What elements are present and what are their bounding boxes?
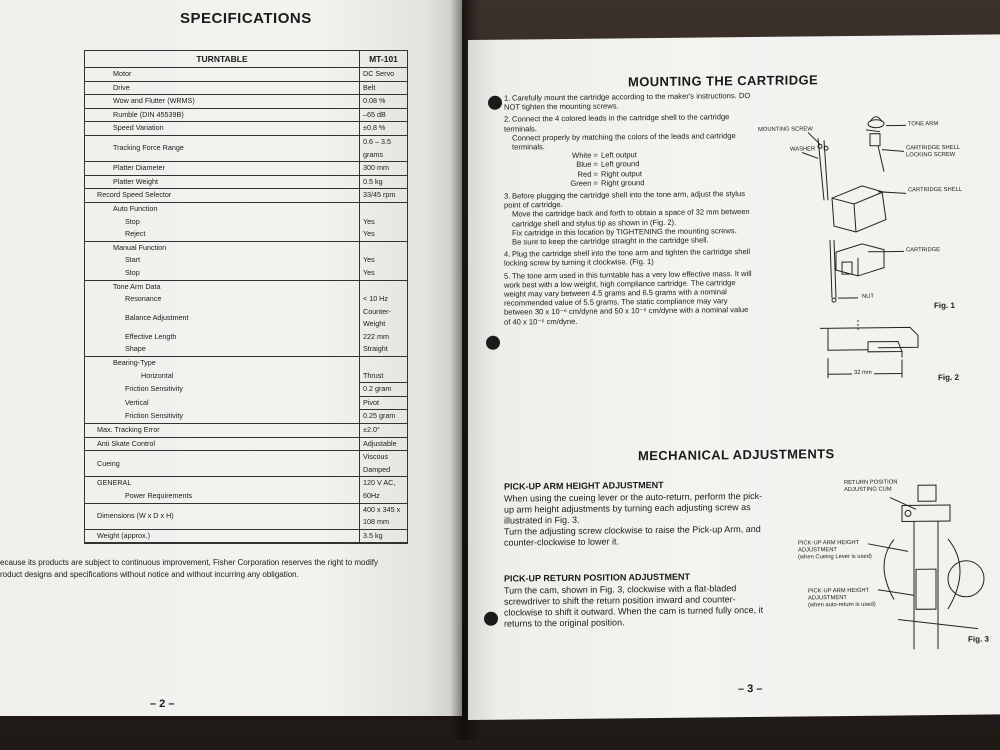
step-text: Connect properly by matching the colors of the leads and cartridge terminals. — [512, 131, 736, 152]
spec-label: Rumble (DIN 45539B) — [85, 108, 360, 122]
spec-value — [360, 241, 408, 254]
table-row — [85, 477, 408, 490]
specifications-page — [0, 0, 462, 716]
step-text: Carefully mount the cartridge according to the maker's instructions. DO NOT tighten the mounting screws. — [504, 91, 751, 112]
spec-value: Thrust — [360, 370, 408, 383]
lead-color: Red = — [577, 169, 598, 179]
paragraph: Turn the cam, shown in Fig. 3, clockwise with a flat-bladed screwdriver to shift the return position inward and counter-clockwise to shift it outward. When the cam is turned fully once, it returns to the original position. — [504, 583, 764, 629]
spec-label: Friction Sensitivity — [85, 383, 360, 397]
spec-label: Stop — [85, 267, 360, 280]
figure-caption: Fig. 3 — [968, 634, 989, 644]
spec-value — [360, 280, 408, 293]
notice-line: ecause its products are subject to continuous improvement, Fisher Corporation reserves the right to modify — [0, 558, 378, 567]
spec-label: Max. Tracking Error — [85, 424, 360, 438]
table-row — [85, 543, 408, 544]
fig-label: MOUNTING SCREW — [758, 126, 813, 133]
spec-value: Pivot — [360, 396, 408, 410]
page-number: – 3 – — [738, 682, 763, 696]
table-row — [85, 135, 408, 161]
lead-output: Right ground — [601, 177, 645, 188]
fig-label: CARTRIDGE — [906, 247, 941, 254]
section-title: MECHANICAL ADJUSTMENTS — [638, 446, 835, 464]
step-item — [504, 269, 756, 327]
page-title: SPECIFICATIONS — [180, 10, 312, 27]
lead-output: Left output — [601, 150, 637, 160]
spec-value — [360, 202, 408, 215]
table-row — [85, 410, 408, 424]
mounting-page — [468, 34, 1000, 720]
adjustment-mechanism-drawing — [798, 478, 998, 660]
spec-value: 120 V AC, 60Hz — [360, 477, 408, 503]
spec-label: Resonance — [85, 293, 360, 306]
spec-value: Viscous Damped — [360, 451, 408, 477]
table-row — [85, 396, 408, 410]
table-row — [85, 529, 408, 543]
table-row — [85, 95, 408, 109]
step-text: Move the cartridge back and forth to obtain a space of 32 mm between cartridge shell and stylus tip as shown in (Fig. 2). — [512, 207, 750, 229]
spec-group-label: Manual Function — [85, 241, 360, 254]
notice-line: roduct designs and specifications without notice and without incurring any obligation. — [0, 570, 299, 579]
spec-label: Shape — [85, 343, 360, 356]
spec-group-label: Tone Arm Data — [85, 280, 360, 293]
lead-output: Right output — [601, 168, 642, 179]
table-row — [85, 202, 408, 215]
step-item — [504, 247, 756, 268]
step-text: Be sure to keep the cartridge straight in the cartridge shell. — [512, 235, 709, 247]
table-row — [85, 306, 408, 331]
fig-label: WASHER — [790, 146, 816, 153]
table-row — [85, 228, 408, 241]
spec-value — [85, 543, 360, 544]
table-row — [85, 189, 408, 203]
table-row — [85, 451, 408, 477]
step-number: 1. — [504, 93, 511, 103]
table-row — [85, 122, 408, 136]
table-row — [85, 81, 408, 95]
spec-value: 222 mm — [360, 331, 408, 344]
lead-output: Left ground — [601, 159, 640, 170]
subsection-title: PICK-UP ARM HEIGHT ADJUSTMENT — [504, 479, 664, 492]
table-row — [85, 293, 408, 306]
spec-label: Horizontal — [85, 370, 360, 383]
spec-value: 33/45 rpm — [360, 189, 408, 203]
figure-caption: Fig. 2 — [938, 372, 959, 383]
table-row — [85, 383, 408, 397]
height-adjustment-section — [504, 479, 772, 549]
fig-label: PICK-UP ARM HEIGHT ADJUSTMENT — [798, 539, 859, 554]
spec-label: Dimensions (W x D x H) — [85, 503, 360, 529]
table-row — [85, 424, 408, 438]
spec-value: Straight — [360, 343, 408, 356]
spec-value: ±0.8 % — [360, 122, 408, 136]
spec-label: Drive — [85, 81, 360, 95]
fig-label: PICK-UP ARM HEIGHT ADJUSTMENT — [808, 587, 869, 602]
step-text: Connect the 4 colored leads in the cartridge shell to the cartridge terminals. — [504, 112, 730, 134]
figure-2 — [818, 317, 978, 409]
step-number: 3. — [504, 191, 511, 201]
spec-label: Stop — [85, 216, 360, 229]
paragraph: Turn the adjusting screw clockwise to raise the Pick-up Arm, and counter-clockwise to lower it. — [504, 523, 761, 548]
spec-value: Yes — [360, 216, 408, 229]
step-text: Fix cartridge in this location by TIGHTENING the mounting screws. — [512, 226, 737, 238]
figure-caption: Fig. 1 — [934, 300, 955, 311]
mounting-steps — [504, 91, 756, 330]
spec-label: Balance Adjustment — [85, 306, 360, 331]
table-row — [85, 370, 408, 383]
spec-label: Effective Length — [85, 331, 360, 344]
disclaimer-notice — [0, 557, 430, 581]
spec-value: Yes — [360, 254, 408, 267]
table-row — [85, 280, 408, 293]
step-number: 5. — [504, 271, 511, 281]
spec-label: Record Speed Selector — [85, 189, 360, 203]
spec-label: Platter Diameter — [85, 162, 360, 176]
page-number: – 2 – — [150, 698, 175, 710]
table-row — [85, 254, 408, 267]
fig-label: NUT — [862, 293, 874, 300]
spec-value: DC Servo — [360, 68, 408, 82]
table-row — [85, 108, 408, 122]
fig-label: CARTRIDGE SHELL LOCKING SCREW — [906, 144, 960, 159]
table-row — [85, 357, 408, 370]
lead-color-list — [504, 149, 756, 188]
spec-value: ±2.0° — [360, 424, 408, 438]
spec-label: Motor — [85, 68, 360, 82]
spec-label: Wow and Flutter (WRMS) — [85, 95, 360, 109]
spec-group-label: GENERAL — [85, 477, 360, 490]
spec-label: Speed Variation — [85, 122, 360, 136]
spec-label: Cueing — [85, 451, 360, 477]
spec-value: Adjustable — [360, 437, 408, 451]
table-row — [85, 437, 408, 451]
spec-value: Yes — [360, 228, 408, 241]
spec-value: 3.5 kg — [360, 529, 408, 543]
fig-note: (when auto-return is used) — [808, 601, 876, 609]
section-title: MOUNTING THE CARTRIDGE — [628, 72, 819, 90]
spec-label: Weight (approx.) — [85, 529, 360, 543]
table-header — [85, 51, 408, 68]
figure-1 — [758, 101, 978, 313]
binder-hole — [488, 96, 502, 110]
spec-value — [360, 543, 408, 544]
spec-label: Friction Sensitivity — [85, 410, 360, 424]
table-row — [85, 162, 408, 176]
table-row — [85, 267, 408, 280]
spec-value — [360, 357, 408, 370]
table-row — [85, 241, 408, 254]
spec-value: < 10 Hz — [360, 293, 408, 306]
spec-value: 0.5 kg — [360, 175, 408, 189]
fig-label: RETURN POSITION ADJUSTING CUM — [844, 479, 898, 493]
table-row — [85, 331, 408, 344]
spec-value: 400 x 345 x 108 mm — [360, 503, 408, 529]
table-row — [85, 175, 408, 189]
spec-value: –65 dB — [360, 108, 408, 122]
spec-value: 0.25 gram — [360, 410, 408, 424]
step-item — [504, 91, 756, 112]
table-row — [85, 343, 408, 356]
spec-label: Vertical — [85, 396, 360, 410]
binder-hole — [484, 612, 498, 626]
spec-value: Counter-Weight — [360, 306, 408, 331]
spec-value: 0.08 % — [360, 95, 408, 109]
step-number: 4. — [504, 249, 511, 259]
lead-color: Blue = — [576, 160, 598, 170]
spec-label: Start — [85, 254, 360, 267]
lead-color: Green = — [570, 178, 598, 188]
paragraph: When using the cueing lever or the auto-return, perform the pick-up arm height adjustments by turning each adjusting screw as illustrated in Fig. 3. — [504, 490, 763, 526]
table-row — [85, 490, 408, 503]
spec-label: Reject — [85, 228, 360, 241]
step-item — [504, 189, 756, 247]
fig-note: (when Cueing Lever is used) — [798, 553, 872, 561]
stylus-spacing-drawing — [818, 317, 938, 388]
spec-value: Yes — [360, 267, 408, 280]
spec-value: 0.6 – 3.5 grams — [360, 135, 408, 161]
spec-label: Anti Skate Control — [85, 437, 360, 451]
table-row — [85, 68, 408, 82]
step-item — [504, 112, 756, 188]
step-text: Before plugging the cartridge shell into the tone arm, adjust the stylus point of cartridge. — [504, 189, 746, 210]
step-text: Plug the cartridge shell into the tone arm and tighten the cartridge shell locking screw by turning it clockwise. (Fig. 1) — [504, 247, 751, 269]
spec-label: Power Requirements — [85, 490, 360, 503]
spec-label: Tracking Force Range — [85, 135, 360, 161]
step-text: The tone arm used in this turntable has a very low effective mass. It will work best with a low weight, high compliance cartridge. The cartridge weight may vary between 4.5 grams and 6.5 grams with a nominal recommended value of 5.5 grams. The static compliance may vary between 30 x 10⁻⁶ cm/dyne and 50 x 10⁻⁶ cm/dyne with a nominal value of 40 x 10⁻⁶ cm/dyne. — [504, 268, 752, 327]
table-row — [85, 503, 408, 529]
column-header-turntable: TURNTABLE — [85, 51, 360, 68]
return-adjustment-section — [504, 571, 772, 630]
subsection-title: PICK-UP RETURN POSITION ADJUSTMENT — [504, 571, 691, 584]
spec-group-label: Auto Function — [85, 202, 360, 215]
lead-color: White = — [572, 150, 598, 161]
fig-label: TONE ARM — [908, 121, 939, 128]
spec-value: Belt — [360, 81, 408, 95]
spec-value: 0.2 gram — [360, 383, 408, 397]
list-item — [564, 177, 756, 188]
specifications-table — [84, 50, 408, 544]
spec-value: 300 mm — [360, 162, 408, 176]
dimension-label: 32 mm — [854, 369, 872, 376]
spec-group-label: Bearing-Type — [85, 357, 360, 370]
binder-hole — [486, 336, 500, 350]
column-header-model: MT-101 — [360, 51, 408, 68]
spec-label: Platter Weight — [85, 175, 360, 189]
table-row — [85, 216, 408, 229]
figure-3 — [798, 478, 998, 660]
fig-label: CARTRIDGE SHELL — [908, 186, 963, 194]
step-number: 2. — [504, 114, 511, 125]
